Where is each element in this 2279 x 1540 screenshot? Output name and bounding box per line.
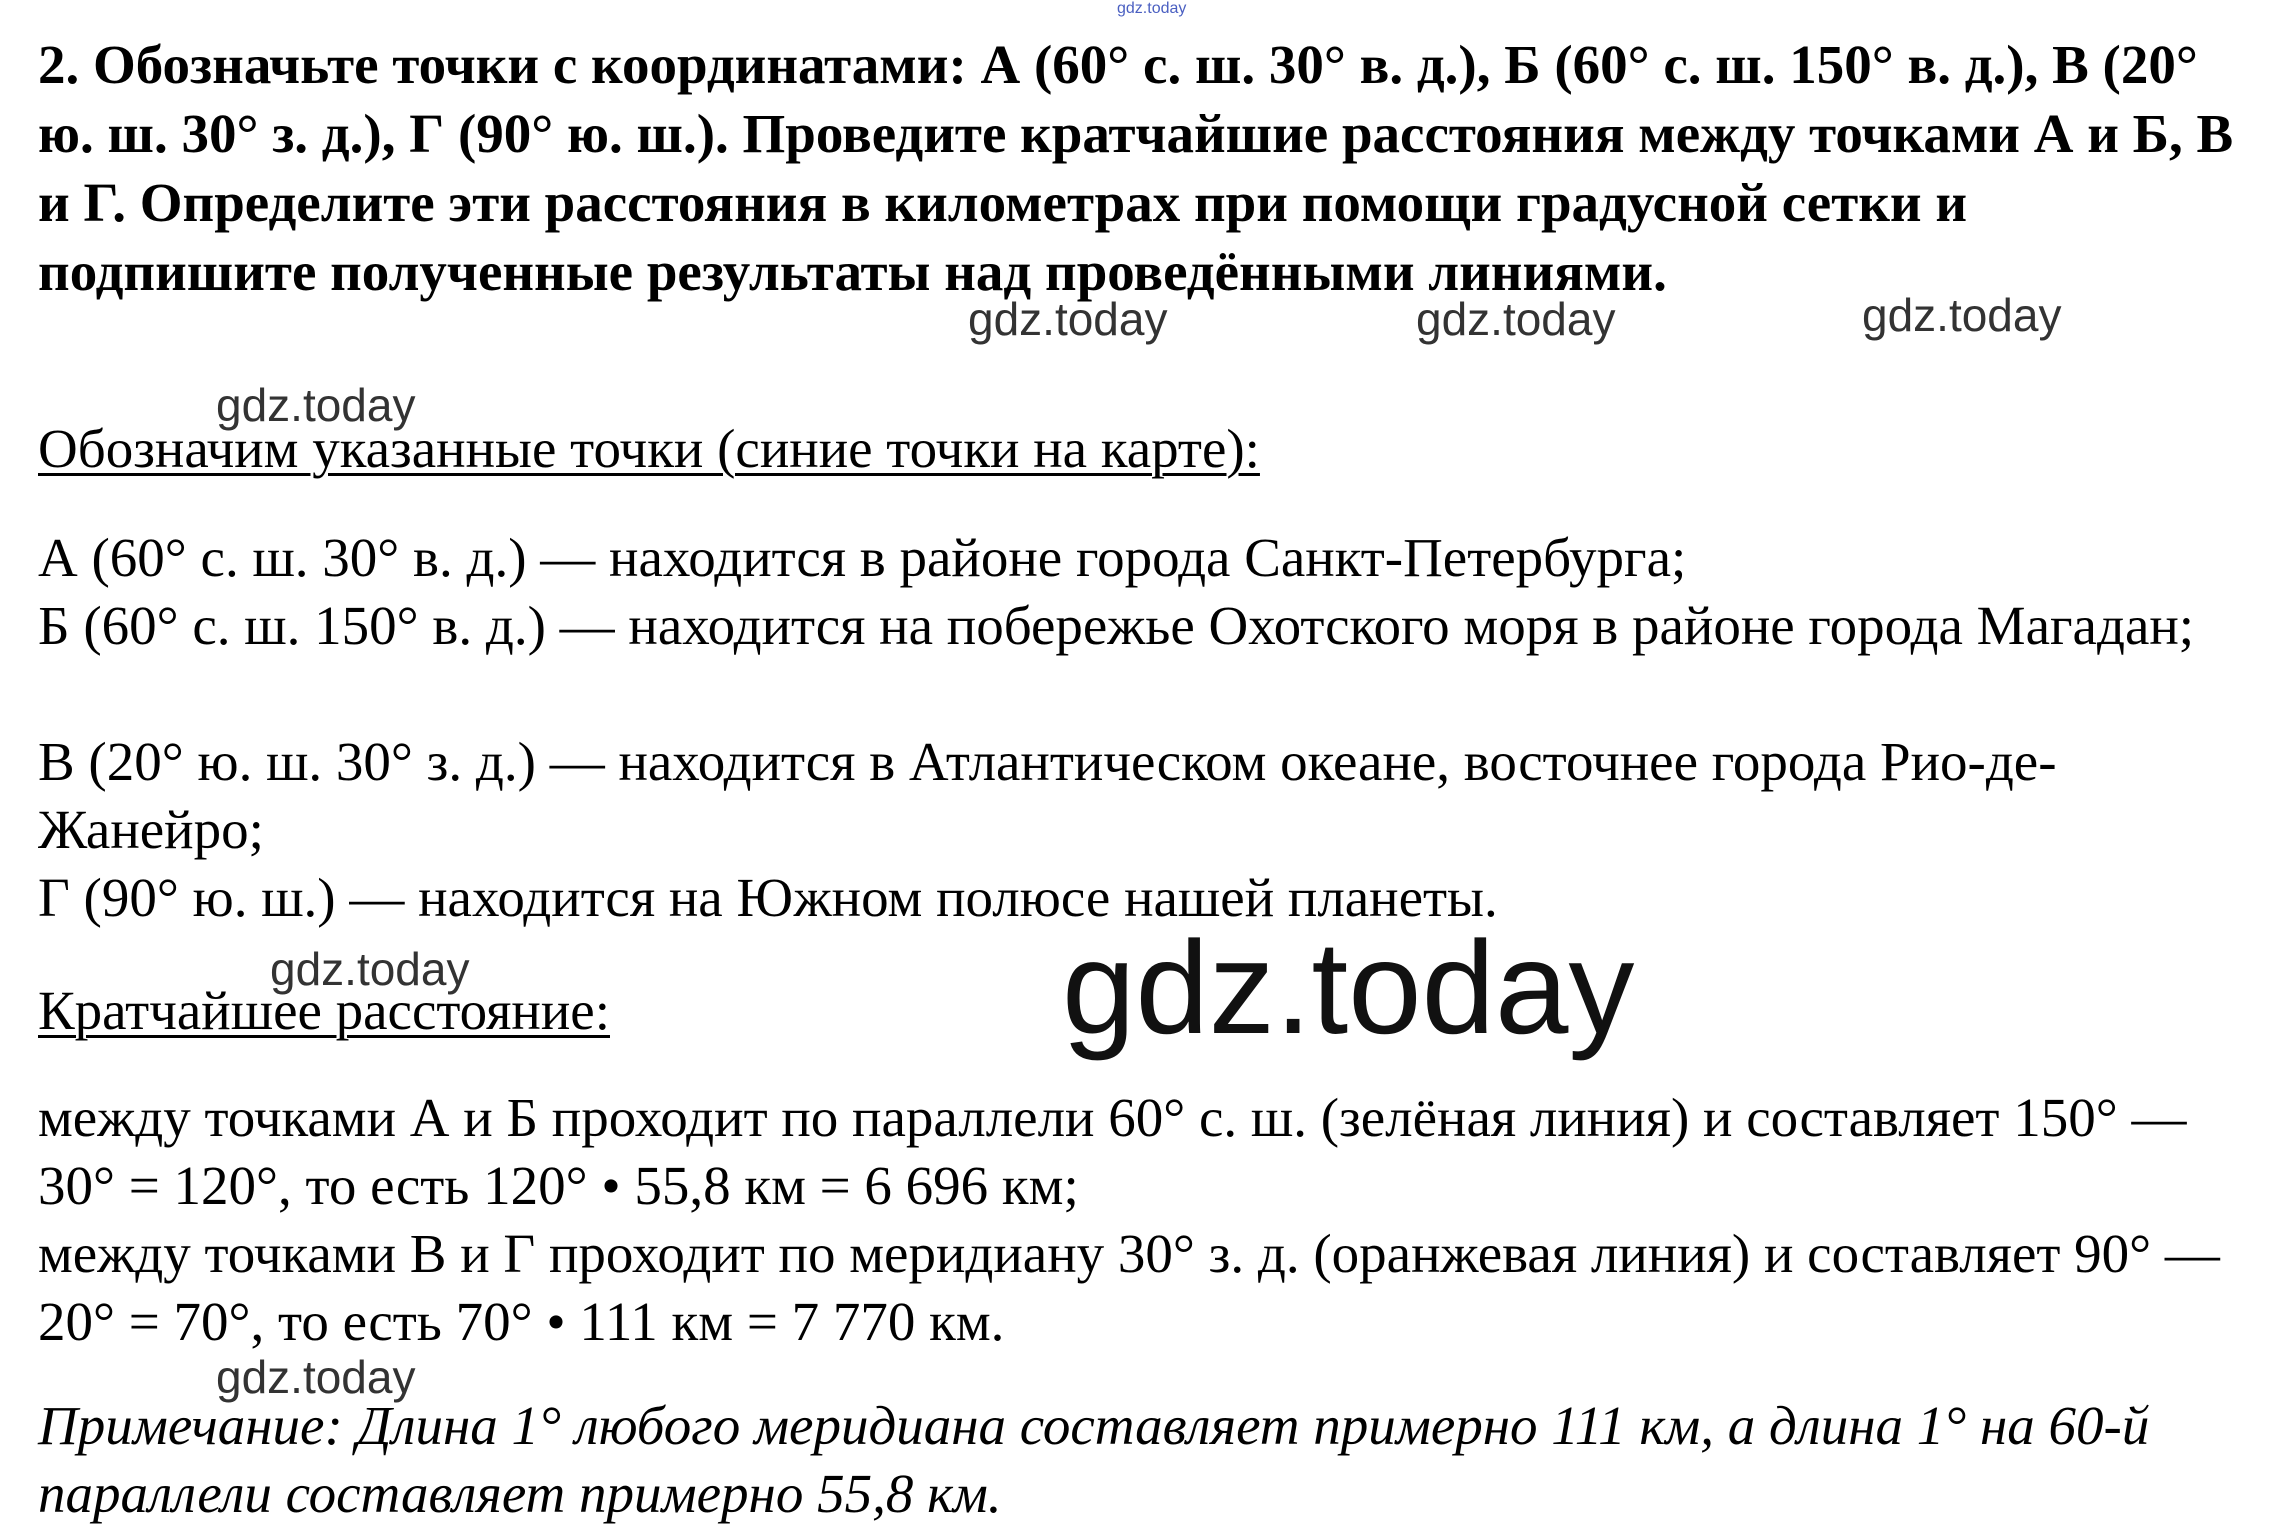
section-heading-distance: Кратчайшее расстояние: — [38, 980, 610, 1041]
watermark: gdz.today — [1862, 289, 2062, 341]
watermark: gdz.today — [216, 1351, 416, 1403]
watermark: gdz.today — [968, 293, 1168, 345]
point-a-description: А (60° с. ш. 30° в. д.) — находится в районе города Санкт-Петербурга; — [38, 527, 1687, 588]
watermark-large: gdz.today — [1062, 914, 1635, 1061]
point-v-description: В (20° ю. ш. 30° з. д.) — находится в Атлантическом океане, восточнее города Рио-де-Жанейро; — [38, 731, 2057, 860]
point-g-description: Г (90° ю. ш.) — находится на Южном полюсе нашей планеты. — [38, 867, 1498, 928]
note-text: Примечание: Длина 1° любого меридиана составляет примерно 111 км, а длина 1° на 60-й параллели составляет примерно 55,8 км. — [38, 1395, 2150, 1524]
point-b-description: Б (60° с. ш. 150° в. д.) — находится на побережье Охотского моря в районе города Магадан; — [38, 595, 2195, 656]
distance-v-g: между точками В и Г проходит по меридиану 30° з. д. (оранжевая линия) и составляет 90° — 20° = 70°, то есть 70° • 111 км = 7 770 км. — [38, 1223, 2220, 1352]
watermark-top: gdz.today — [1117, 0, 1187, 17]
watermark: gdz.today — [1416, 293, 1616, 345]
distance-a-b: между точками А и Б проходит по параллели 60° с. ш. (зелёная линия) и составляет 150° — 30° = 120°, то есть 120° • 55,8 км = 6 696 км; — [38, 1087, 2187, 1216]
watermark: gdz.today — [216, 379, 416, 431]
section-heading-points: Обозначим указанные точки (синие точки на карте): — [38, 418, 1260, 479]
task-statement: 2. Обозначьте точки с координатами: А (60° с. ш. 30° в. д.), Б (60° с. ш. 150° в. д.), В (20° ю. ш. 30° з. д.), Г (90° ю. ш.). Проведите кратчайшие расстояния между точками А и Б, В и Г. Определите эти расстояния в километрах при помощи градусной сетки и подпишите полученные результаты над проведёнными линиями. — [38, 34, 2234, 302]
watermark: gdz.today — [270, 943, 470, 995]
